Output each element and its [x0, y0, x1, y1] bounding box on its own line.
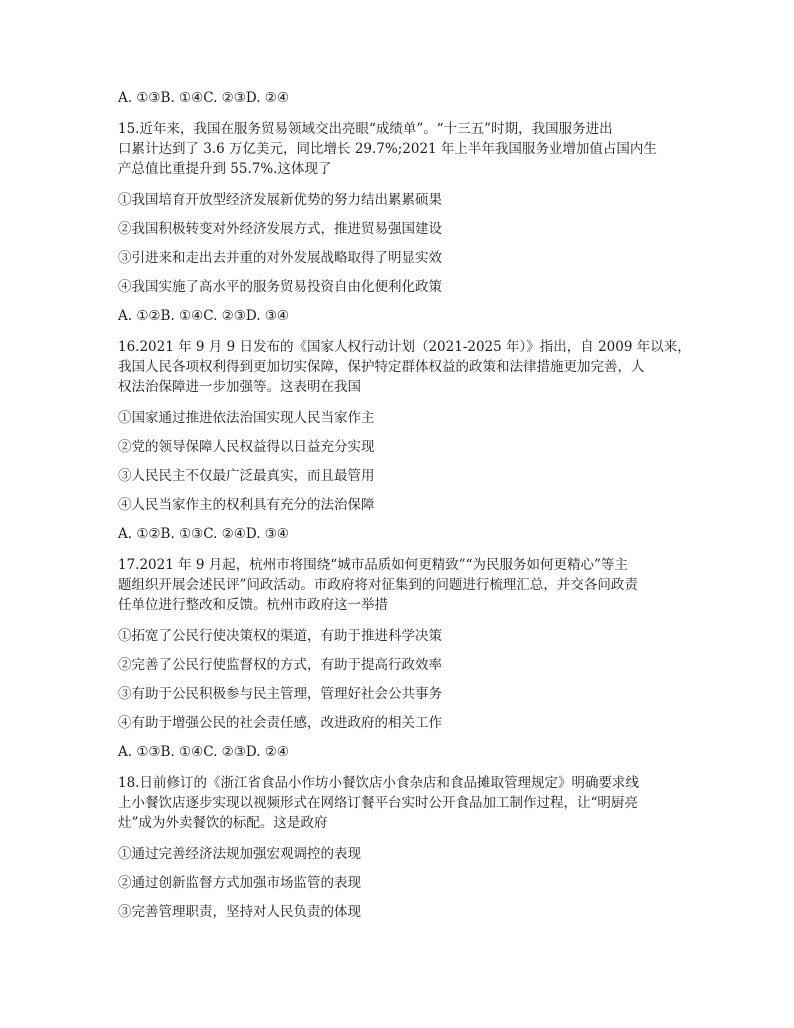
answer-choices: A. ①③B. ①④C. ②③D. ②④	[118, 744, 290, 760]
stem-line: 任单位进行整改和反馈。杭州市政府这一举措	[118, 597, 388, 613]
option-3: ③完善管理职责，坚持对人民负责的体现	[118, 904, 361, 920]
question-stem	[118, 119, 698, 179]
option-2: ②我国积极转变对外经济发展方式，推进贸易强国建设	[118, 221, 442, 237]
stem-line: 口累计达到了 3.6 万亿美元，同比增长 29.7%;2021 年上半年我国服务业增加值占国内生	[118, 141, 657, 157]
stem-line: 17.2021 年 9 月起，杭州市将围绕“城市品质如何更精致”“为民服务如何更精心”等主	[118, 557, 628, 573]
option-2: ②党的领导保障人民权益得以日益充分实现	[118, 439, 375, 455]
option-1: ①拓宽了公民行使决策权的渠道，有助于推进科学决策	[118, 628, 442, 644]
exam-page	[118, 88, 698, 931]
answer-choices: A. ①②B. ①③C. ②④D. ③④	[118, 526, 290, 542]
option-4: ④有助于增强公民的社会责任感，改进政府的相关工作	[118, 715, 442, 731]
option-2: ②通过创新监督方式加强市场监管的表现	[118, 875, 361, 891]
q14-answer-choices: A. ①③B. ①④C. ②③D. ②④	[118, 90, 290, 106]
stem-line: 灶”成为外卖餐饮的标配。这是政府	[118, 815, 328, 831]
option-2: ②完善了公民行使监督权的方式，有助于提高行政效率	[118, 657, 442, 673]
option-4: ④我国实施了高水平的服务贸易投资自由化便利化政策	[118, 279, 442, 295]
option-4: ④人民当家作主的权利具有充分的法治保障	[118, 497, 375, 513]
stem-line: 上小餐饮店逐步实现以视频形式在网络订餐平台实时公开食品加工制作过程，让“明厨亮	[118, 795, 638, 811]
stem-line: 题组织开展会述民评”问政活动。市政府将对征集到的问题进行梳理汇总，并交各问政责	[118, 577, 638, 593]
option-3: ③人民民主不仅最广泛最真实，而且最管用	[118, 468, 375, 484]
option-1: ①国家通过推进依法治国实现人民当家作主	[118, 410, 375, 426]
option-1: ①我国培育开放型经济发展新优势的努力结出累累硕果	[118, 192, 442, 208]
stem-line: 15.近年来，我国在服务贸易领域交出亮眼“成绩单”。“十三五”时期，我国服务进出	[118, 121, 613, 137]
stem-line: 产总值比重提升到 55.7%.这体现了	[118, 161, 332, 177]
question-stem	[118, 773, 698, 833]
stem-line: 18.日前修订的《浙江省食品小作坊小餐饮店小食杂店和食品摊取管理规定》明确要求线	[118, 775, 639, 791]
question-stem	[118, 337, 698, 397]
question-17	[118, 555, 698, 762]
question-15	[118, 119, 698, 326]
question-18	[118, 773, 698, 922]
option-1: ①通过完善经济法规加强宏观调控的表现	[118, 846, 361, 862]
stem-line: 我国人民各项权利得到更加切实保障，保护特定群体权益的政策和法律措施更加完善，人	[118, 359, 645, 375]
question-stem	[118, 555, 698, 615]
stem-line: 权法治保障进一步加强等。这表明在我国	[118, 379, 361, 395]
stem-line: 16.2021 年 9 月 9 日发布的《国家人权行动计划（2021-2025 年）》指出，自 2009 年以来，	[118, 339, 691, 355]
option-3: ③有助于公民积极参与民主管理，管理好社会公共事务	[118, 686, 442, 702]
question-16	[118, 337, 698, 544]
answer-choices: A. ①②B. ①④C. ②③D. ③④	[118, 308, 290, 324]
option-3: ③引进来和走出去并重的对外发展战略取得了明显实效	[118, 250, 442, 266]
